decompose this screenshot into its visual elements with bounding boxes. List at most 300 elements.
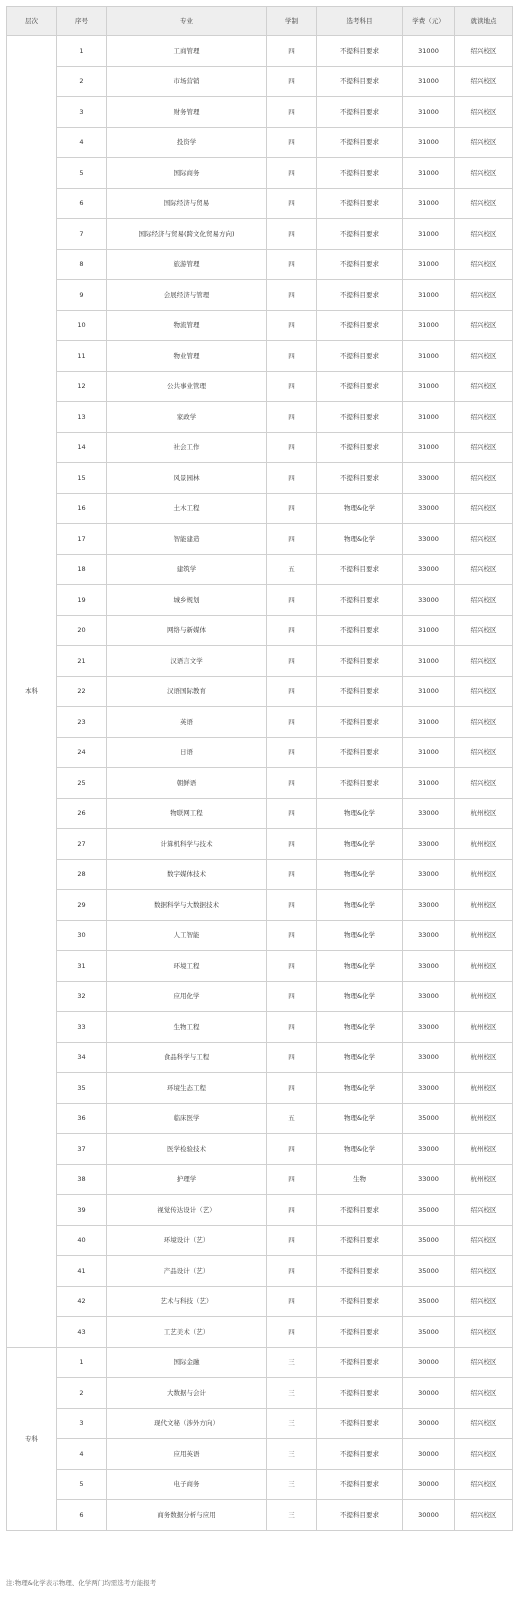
cell-major: 智能建造	[107, 524, 267, 555]
table-row	[7, 676, 513, 707]
cell-duration: 三	[267, 1439, 317, 1470]
cell-campus: 绍兴校区	[455, 463, 513, 494]
table-row	[7, 1012, 513, 1043]
table-row	[7, 554, 513, 585]
table-row	[7, 1378, 513, 1409]
cell-number: 15	[57, 463, 107, 494]
cell-subjects: 不提科目要求	[317, 585, 403, 616]
cell-subjects: 物理&化学	[317, 798, 403, 829]
cell-tuition: 33000	[403, 554, 455, 585]
cell-campus: 杭州校区	[455, 1073, 513, 1104]
cell-campus: 绍兴校区	[455, 36, 513, 67]
cell-tuition: 31000	[403, 737, 455, 768]
header-row	[7, 7, 513, 36]
cell-tuition: 31000	[403, 36, 455, 67]
cell-duration: 四	[267, 1256, 317, 1287]
cell-major: 护理学	[107, 1164, 267, 1195]
cell-number: 22	[57, 676, 107, 707]
cell-major: 会展经济与管理	[107, 280, 267, 311]
cell-campus: 绍兴校区	[455, 1378, 513, 1409]
cell-duration: 三	[267, 1500, 317, 1531]
cell-number: 8	[57, 249, 107, 280]
cell-number: 40	[57, 1225, 107, 1256]
cell-number: 19	[57, 585, 107, 616]
cell-tuition: 33000	[403, 1134, 455, 1165]
cell-campus: 绍兴校区	[455, 1195, 513, 1226]
header-level: 层次	[7, 7, 57, 36]
table-row	[7, 615, 513, 646]
cell-major: 医学检验技术	[107, 1134, 267, 1165]
cell-subjects: 不提科目要求	[317, 1469, 403, 1500]
cell-number: 27	[57, 829, 107, 860]
table-row	[7, 432, 513, 463]
cell-tuition: 33000	[403, 1073, 455, 1104]
cell-major: 数字媒体技术	[107, 859, 267, 890]
table-row	[7, 341, 513, 372]
cell-tuition: 31000	[403, 371, 455, 402]
cell-campus: 绍兴校区	[455, 1286, 513, 1317]
cell-major: 城乡规划	[107, 585, 267, 616]
cell-number: 7	[57, 219, 107, 250]
cell-subjects: 不提科目要求	[317, 249, 403, 280]
table-row	[7, 646, 513, 677]
cell-tuition: 31000	[403, 97, 455, 128]
cell-tuition: 31000	[403, 615, 455, 646]
cell-subjects: 生物	[317, 1164, 403, 1195]
cell-subjects: 不提科目要求	[317, 36, 403, 67]
cell-tuition: 33000	[403, 981, 455, 1012]
table-row	[7, 219, 513, 250]
cell-tuition: 31000	[403, 432, 455, 463]
table-row	[7, 402, 513, 433]
cell-number: 39	[57, 1195, 107, 1226]
table-row	[7, 249, 513, 280]
cell-campus: 杭州校区	[455, 798, 513, 829]
table-row	[7, 1164, 513, 1195]
cell-campus: 绍兴校区	[455, 219, 513, 250]
table-row	[7, 188, 513, 219]
cell-major: 临床医学	[107, 1103, 267, 1134]
cell-duration: 四	[267, 463, 317, 494]
cell-number: 16	[57, 493, 107, 524]
cell-duration: 四	[267, 981, 317, 1012]
table-row	[7, 951, 513, 982]
cell-campus: 杭州校区	[455, 1134, 513, 1165]
cell-duration: 四	[267, 310, 317, 341]
cell-major: 国际商务	[107, 158, 267, 189]
cell-campus: 绍兴校区	[455, 188, 513, 219]
table-row	[7, 1042, 513, 1073]
cell-major: 财务管理	[107, 97, 267, 128]
cell-campus: 绍兴校区	[455, 1408, 513, 1439]
cell-major: 电子商务	[107, 1469, 267, 1500]
cell-subjects: 物理&化学	[317, 1134, 403, 1165]
cell-subjects: 不提科目要求	[317, 768, 403, 799]
cell-duration: 三	[267, 1378, 317, 1409]
table-row	[7, 1469, 513, 1500]
cell-tuition: 33000	[403, 524, 455, 555]
cell-subjects: 物理&化学	[317, 493, 403, 524]
cell-major: 汉语国际教育	[107, 676, 267, 707]
cell-major: 工艺美术（艺）	[107, 1317, 267, 1348]
level-cell: 专科	[7, 1347, 57, 1530]
cell-major: 艺术与科技（艺）	[107, 1286, 267, 1317]
cell-duration: 四	[267, 1134, 317, 1165]
cell-major: 环境生态工程	[107, 1073, 267, 1104]
cell-campus: 杭州校区	[455, 1103, 513, 1134]
cell-campus: 绍兴校区	[455, 127, 513, 158]
table-row	[7, 798, 513, 829]
cell-duration: 四	[267, 737, 317, 768]
cell-subjects: 不提科目要求	[317, 1256, 403, 1287]
cell-number: 42	[57, 1286, 107, 1317]
cell-number: 21	[57, 646, 107, 677]
cell-number: 35	[57, 1073, 107, 1104]
cell-duration: 四	[267, 158, 317, 189]
cell-major: 数据科学与大数据技术	[107, 890, 267, 921]
cell-number: 14	[57, 432, 107, 463]
cell-major: 工商管理	[107, 36, 267, 67]
cell-tuition: 31000	[403, 310, 455, 341]
cell-campus: 绍兴校区	[455, 554, 513, 585]
table-row	[7, 1256, 513, 1287]
cell-subjects: 不提科目要求	[317, 127, 403, 158]
cell-campus: 绍兴校区	[455, 524, 513, 555]
table-row	[7, 66, 513, 97]
cell-tuition: 35000	[403, 1225, 455, 1256]
cell-campus: 杭州校区	[455, 951, 513, 982]
cell-number: 31	[57, 951, 107, 982]
cell-number: 36	[57, 1103, 107, 1134]
cell-number: 25	[57, 768, 107, 799]
cell-major: 风景园林	[107, 463, 267, 494]
cell-number: 29	[57, 890, 107, 921]
table-row	[7, 158, 513, 189]
cell-subjects: 不提科目要求	[317, 1195, 403, 1226]
cell-duration: 四	[267, 493, 317, 524]
cell-number: 5	[57, 1469, 107, 1500]
cell-tuition: 31000	[403, 249, 455, 280]
table-row	[7, 920, 513, 951]
cell-number: 11	[57, 341, 107, 372]
cell-tuition: 30000	[403, 1378, 455, 1409]
cell-subjects: 物理&化学	[317, 920, 403, 951]
cell-tuition: 33000	[403, 463, 455, 494]
table-row	[7, 1347, 513, 1378]
cell-duration: 四	[267, 1042, 317, 1073]
cell-number: 33	[57, 1012, 107, 1043]
cell-subjects: 不提科目要求	[317, 1378, 403, 1409]
footnote: 注:物理&化学表示物理、化学两门均需选考方能报考	[6, 1579, 157, 1587]
cell-major: 物联网工程	[107, 798, 267, 829]
cell-number: 26	[57, 798, 107, 829]
cell-campus: 绍兴校区	[455, 432, 513, 463]
cell-subjects: 物理&化学	[317, 1103, 403, 1134]
table-row	[7, 1073, 513, 1104]
cell-subjects: 物理&化学	[317, 981, 403, 1012]
cell-duration: 四	[267, 646, 317, 677]
cell-subjects: 物理&化学	[317, 1073, 403, 1104]
cell-campus: 杭州校区	[455, 890, 513, 921]
cell-number: 32	[57, 981, 107, 1012]
cell-campus: 杭州校区	[455, 1042, 513, 1073]
cell-duration: 四	[267, 402, 317, 433]
cell-duration: 四	[267, 890, 317, 921]
cell-campus: 绍兴校区	[455, 585, 513, 616]
table-row	[7, 981, 513, 1012]
cell-campus: 绍兴校区	[455, 1317, 513, 1348]
cell-subjects: 不提科目要求	[317, 1317, 403, 1348]
cell-tuition: 35000	[403, 1256, 455, 1287]
table-row	[7, 890, 513, 921]
cell-tuition: 30000	[403, 1408, 455, 1439]
cell-duration: 四	[267, 859, 317, 890]
cell-major: 食品科学与工程	[107, 1042, 267, 1073]
cell-campus: 绍兴校区	[455, 97, 513, 128]
cell-number: 13	[57, 402, 107, 433]
cell-subjects: 不提科目要求	[317, 1347, 403, 1378]
header-tuition: 学费（元）	[403, 7, 455, 36]
cell-subjects: 不提科目要求	[317, 97, 403, 128]
table-row	[7, 707, 513, 738]
table-row	[7, 768, 513, 799]
cell-duration: 四	[267, 829, 317, 860]
cell-campus: 杭州校区	[455, 859, 513, 890]
cell-tuition: 33000	[403, 951, 455, 982]
table-row	[7, 371, 513, 402]
cell-duration: 五	[267, 554, 317, 585]
level-cell: 本科	[7, 36, 57, 1348]
cell-tuition: 31000	[403, 280, 455, 311]
cell-duration: 四	[267, 341, 317, 372]
cell-number: 43	[57, 1317, 107, 1348]
cell-duration: 三	[267, 1469, 317, 1500]
table-row	[7, 1225, 513, 1256]
cell-major: 应用化学	[107, 981, 267, 1012]
cell-major: 大数据与会计	[107, 1378, 267, 1409]
cell-major: 市场营销	[107, 66, 267, 97]
cell-number: 1	[57, 36, 107, 67]
table-row	[7, 1408, 513, 1439]
cell-subjects: 不提科目要求	[317, 1439, 403, 1470]
cell-duration: 五	[267, 1103, 317, 1134]
cell-major: 土木工程	[107, 493, 267, 524]
cell-major: 物业管理	[107, 341, 267, 372]
cell-tuition: 33000	[403, 829, 455, 860]
cell-tuition: 31000	[403, 707, 455, 738]
cell-tuition: 33000	[403, 1012, 455, 1043]
cell-subjects: 不提科目要求	[317, 1286, 403, 1317]
cell-tuition: 31000	[403, 127, 455, 158]
table-row	[7, 1439, 513, 1470]
cell-duration: 四	[267, 371, 317, 402]
cell-subjects: 不提科目要求	[317, 554, 403, 585]
cell-subjects: 不提科目要求	[317, 158, 403, 189]
cell-campus: 杭州校区	[455, 981, 513, 1012]
cell-tuition: 33000	[403, 890, 455, 921]
cell-duration: 四	[267, 1073, 317, 1104]
cell-major: 朝鲜语	[107, 768, 267, 799]
cell-tuition: 33000	[403, 920, 455, 951]
cell-tuition: 31000	[403, 188, 455, 219]
cell-subjects: 不提科目要求	[317, 1225, 403, 1256]
cell-duration: 四	[267, 1317, 317, 1348]
cell-number: 30	[57, 920, 107, 951]
header-campus: 就读地点	[455, 7, 513, 36]
cell-major: 家政学	[107, 402, 267, 433]
cell-duration: 四	[267, 127, 317, 158]
cell-subjects: 物理&化学	[317, 951, 403, 982]
cell-subjects: 不提科目要求	[317, 1500, 403, 1531]
cell-number: 3	[57, 97, 107, 128]
cell-tuition: 33000	[403, 585, 455, 616]
cell-tuition: 33000	[403, 1042, 455, 1073]
cell-campus: 绍兴校区	[455, 1500, 513, 1531]
table-row	[7, 1195, 513, 1226]
cell-subjects: 不提科目要求	[317, 219, 403, 250]
cell-duration: 四	[267, 219, 317, 250]
cell-duration: 三	[267, 1347, 317, 1378]
cell-tuition: 33000	[403, 1164, 455, 1195]
cell-major: 英语	[107, 707, 267, 738]
cell-duration: 四	[267, 1286, 317, 1317]
cell-duration: 四	[267, 524, 317, 555]
cell-major: 日语	[107, 737, 267, 768]
cell-tuition: 35000	[403, 1286, 455, 1317]
cell-campus: 杭州校区	[455, 920, 513, 951]
cell-subjects: 不提科目要求	[317, 432, 403, 463]
cell-subjects: 不提科目要求	[317, 707, 403, 738]
cell-major: 产品设计（艺）	[107, 1256, 267, 1287]
cell-duration: 四	[267, 188, 317, 219]
table-row	[7, 585, 513, 616]
cell-duration: 四	[267, 1225, 317, 1256]
cell-number: 3	[57, 1408, 107, 1439]
cell-duration: 四	[267, 249, 317, 280]
cell-duration: 四	[267, 615, 317, 646]
cell-duration: 四	[267, 66, 317, 97]
cell-subjects: 不提科目要求	[317, 646, 403, 677]
table-row	[7, 127, 513, 158]
cell-campus: 绍兴校区	[455, 280, 513, 311]
cell-campus: 绍兴校区	[455, 1439, 513, 1470]
cell-campus: 绍兴校区	[455, 371, 513, 402]
cell-number: 5	[57, 158, 107, 189]
cell-number: 34	[57, 1042, 107, 1073]
cell-duration: 四	[267, 1164, 317, 1195]
cell-number: 18	[57, 554, 107, 585]
cell-major: 国际经济与贸易(跨文化贸易方向)	[107, 219, 267, 250]
cell-tuition: 31000	[403, 646, 455, 677]
cell-number: 6	[57, 188, 107, 219]
cell-duration: 四	[267, 432, 317, 463]
cell-campus: 绍兴校区	[455, 1256, 513, 1287]
cell-major: 公共事业管理	[107, 371, 267, 402]
cell-subjects: 不提科目要求	[317, 615, 403, 646]
cell-subjects: 不提科目要求	[317, 402, 403, 433]
cell-subjects: 物理&化学	[317, 1042, 403, 1073]
cell-number: 17	[57, 524, 107, 555]
cell-subjects: 不提科目要求	[317, 1408, 403, 1439]
cell-number: 38	[57, 1164, 107, 1195]
cell-major: 社会工作	[107, 432, 267, 463]
cell-duration: 四	[267, 1195, 317, 1226]
cell-subjects: 物理&化学	[317, 1012, 403, 1043]
cell-campus: 绍兴校区	[455, 158, 513, 189]
table-header	[7, 7, 513, 36]
cell-subjects: 不提科目要求	[317, 341, 403, 372]
cell-number: 1	[57, 1347, 107, 1378]
cell-tuition: 31000	[403, 66, 455, 97]
table-row	[7, 1134, 513, 1165]
cell-tuition: 31000	[403, 341, 455, 372]
table-row	[7, 524, 513, 555]
cell-subjects: 物理&化学	[317, 524, 403, 555]
cell-duration: 四	[267, 768, 317, 799]
cell-campus: 绍兴校区	[455, 1225, 513, 1256]
cell-number: 4	[57, 1439, 107, 1470]
cell-tuition: 31000	[403, 768, 455, 799]
cell-tuition: 31000	[403, 158, 455, 189]
cell-duration: 四	[267, 920, 317, 951]
cell-campus: 绍兴校区	[455, 707, 513, 738]
cell-tuition: 35000	[403, 1317, 455, 1348]
cell-number: 2	[57, 66, 107, 97]
cell-subjects: 不提科目要求	[317, 310, 403, 341]
cell-major: 汉语言文学	[107, 646, 267, 677]
cell-campus: 绍兴校区	[455, 66, 513, 97]
cell-number: 9	[57, 280, 107, 311]
cell-campus: 绍兴校区	[455, 1347, 513, 1378]
table-row	[7, 310, 513, 341]
cell-number: 20	[57, 615, 107, 646]
cell-number: 12	[57, 371, 107, 402]
table-row	[7, 829, 513, 860]
cell-campus: 绍兴校区	[455, 249, 513, 280]
cell-subjects: 不提科目要求	[317, 280, 403, 311]
table-row	[7, 36, 513, 67]
cell-number: 23	[57, 707, 107, 738]
cell-tuition: 35000	[403, 1195, 455, 1226]
cell-subjects: 物理&化学	[317, 890, 403, 921]
cell-subjects: 物理&化学	[317, 829, 403, 860]
tuition-table-container	[6, 6, 512, 1531]
cell-duration: 四	[267, 676, 317, 707]
cell-number: 37	[57, 1134, 107, 1165]
table-row	[7, 1286, 513, 1317]
cell-number: 4	[57, 127, 107, 158]
header-subjects: 选考科目	[317, 7, 403, 36]
cell-number: 41	[57, 1256, 107, 1287]
cell-number: 6	[57, 1500, 107, 1531]
cell-major: 旅游管理	[107, 249, 267, 280]
cell-subjects: 不提科目要求	[317, 463, 403, 494]
cell-major: 商务数据分析与应用	[107, 1500, 267, 1531]
cell-campus: 绍兴校区	[455, 676, 513, 707]
cell-major: 国际金融	[107, 1347, 267, 1378]
cell-tuition: 33000	[403, 493, 455, 524]
cell-campus: 绍兴校区	[455, 341, 513, 372]
cell-tuition: 30000	[403, 1347, 455, 1378]
cell-major: 投资学	[107, 127, 267, 158]
cell-duration: 四	[267, 97, 317, 128]
table-row	[7, 737, 513, 768]
cell-number: 2	[57, 1378, 107, 1409]
cell-duration: 四	[267, 798, 317, 829]
cell-subjects: 物理&化学	[317, 859, 403, 890]
cell-campus: 杭州校区	[455, 1012, 513, 1043]
cell-number: 24	[57, 737, 107, 768]
